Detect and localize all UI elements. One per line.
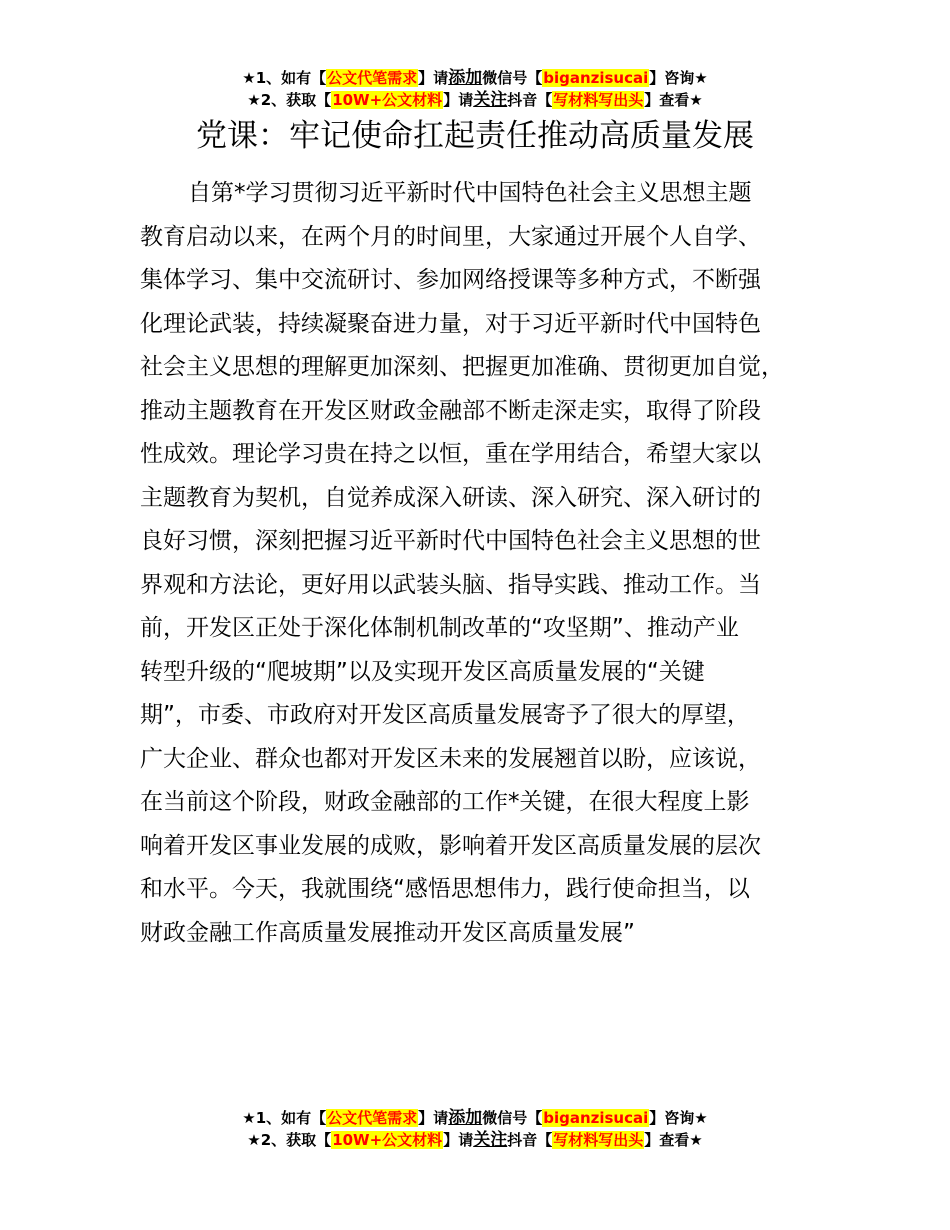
highlight-text: 公文代笔需求 [327,1109,418,1127]
notice-text: 微信号【 [482,69,543,87]
notice-text: ★2、获取【 [247,1131,332,1149]
notice-text: 】查看★ [644,1131,703,1149]
highlight-text: 10W+公文材料 [332,91,443,109]
body-line: 良好习惯，深刻把握习近平新时代中国特色社会主义思想的世 [140,528,761,554]
footer-notice-line-1 [0,1107,950,1129]
body-line: 和水平。今天，我就围绕“感悟思想伟力，践行使命担当，以 [140,876,750,902]
notice-text: 抖音【 [507,91,553,109]
wechat-id-highlight: biganzisucai [543,69,649,87]
underlined-text: 添加 [448,1108,483,1128]
notice-text: 】请 [418,1109,449,1127]
body-line: 教育启动以来，在两个月的时间里，大家通过开展个人自学、 [140,223,761,250]
notice-text: 】请 [443,91,474,109]
header-notice [0,67,950,111]
wechat-id-highlight: biganzisucai [543,1109,649,1127]
highlight-text: 10W+公文材料 [332,1131,443,1149]
body-line: 性成效。理论学习贵在持之以恒，重在学用结合，希望大家以 [140,441,761,467]
footer-notice [0,1107,950,1151]
body-line: 前，开发区正处于深化体制机制改革的“攻坚期”、推动产业 [140,615,739,641]
body-line: 自第*学习贯彻习近平新时代中国特色社会主义思想主题 [188,180,752,206]
douyin-id-highlight: 写材料写出头 [553,91,644,109]
douyin-id-highlight: 写材料写出头 [553,1131,644,1149]
notice-text: 】咨询★ [649,69,708,87]
document-title: 党课：牢记使命扛起责任推动高质量发展 [196,118,754,154]
header-notice-line-2 [0,89,950,111]
body-line: 广大企业、群众也都对开发区未来的发展翘首以盼，应该说， [140,745,761,772]
footer-notice-line-2 [0,1129,950,1151]
underlined-text: 添加 [448,68,483,88]
notice-text: 】请 [443,1131,474,1149]
body-line: 响着开发区事业发展的成败，影响着开发区高质量发展的层次 [140,832,761,859]
underlined-text: 关注 [473,1130,508,1150]
body-line: 界观和方法论，更好用以武装头脑、指导实践、推动工作。当 [140,571,761,598]
notice-text: ★2、获取【 [247,91,332,109]
notice-text: 】咨询★ [649,1109,708,1127]
body-line: 财政金融工作高质量发展推动开发区高质量发展” [140,919,635,946]
body-line: 集体学习、集中交流研讨、参加网络授课等多种方式，不断强 [140,267,761,293]
notice-text: 】查看★ [644,91,703,109]
header-notice-line-1 [0,67,950,89]
body-line: 转型升级的“爬坡期”以及实现开发区高质量发展的“关键 [140,658,705,685]
body-line: 主题教育为契机，自觉养成深入研读、深入研究、深入研讨的 [140,484,761,511]
body-line: 推动主题教育在开发区财政金融部不断走深走实，取得了阶段 [140,397,761,424]
body-line: 化理论武装，持续凝聚奋进力量，对于习近平新时代中国特色 [140,310,761,337]
notice-text: 】请 [418,69,449,87]
underlined-text: 关注 [473,90,508,110]
notice-text: 抖音【 [507,1131,553,1149]
body-line: 期”，市委、市政府对开发区高质量发展寄予了很大的厚望， [140,702,750,728]
notice-text: 微信号【 [482,1109,543,1127]
notice-text: ★1、如有【 [242,69,327,87]
document-body [140,172,840,955]
notice-text: ★1、如有【 [242,1109,327,1127]
body-line: 在当前这个阶段，财政金融部的工作*关键，在很大程度上影 [140,789,750,815]
highlight-text: 公文代笔需求 [327,69,418,87]
body-line: 社会主义思想的理解更加深刻、把握更加准确、贯彻更加自觉， [140,354,784,380]
